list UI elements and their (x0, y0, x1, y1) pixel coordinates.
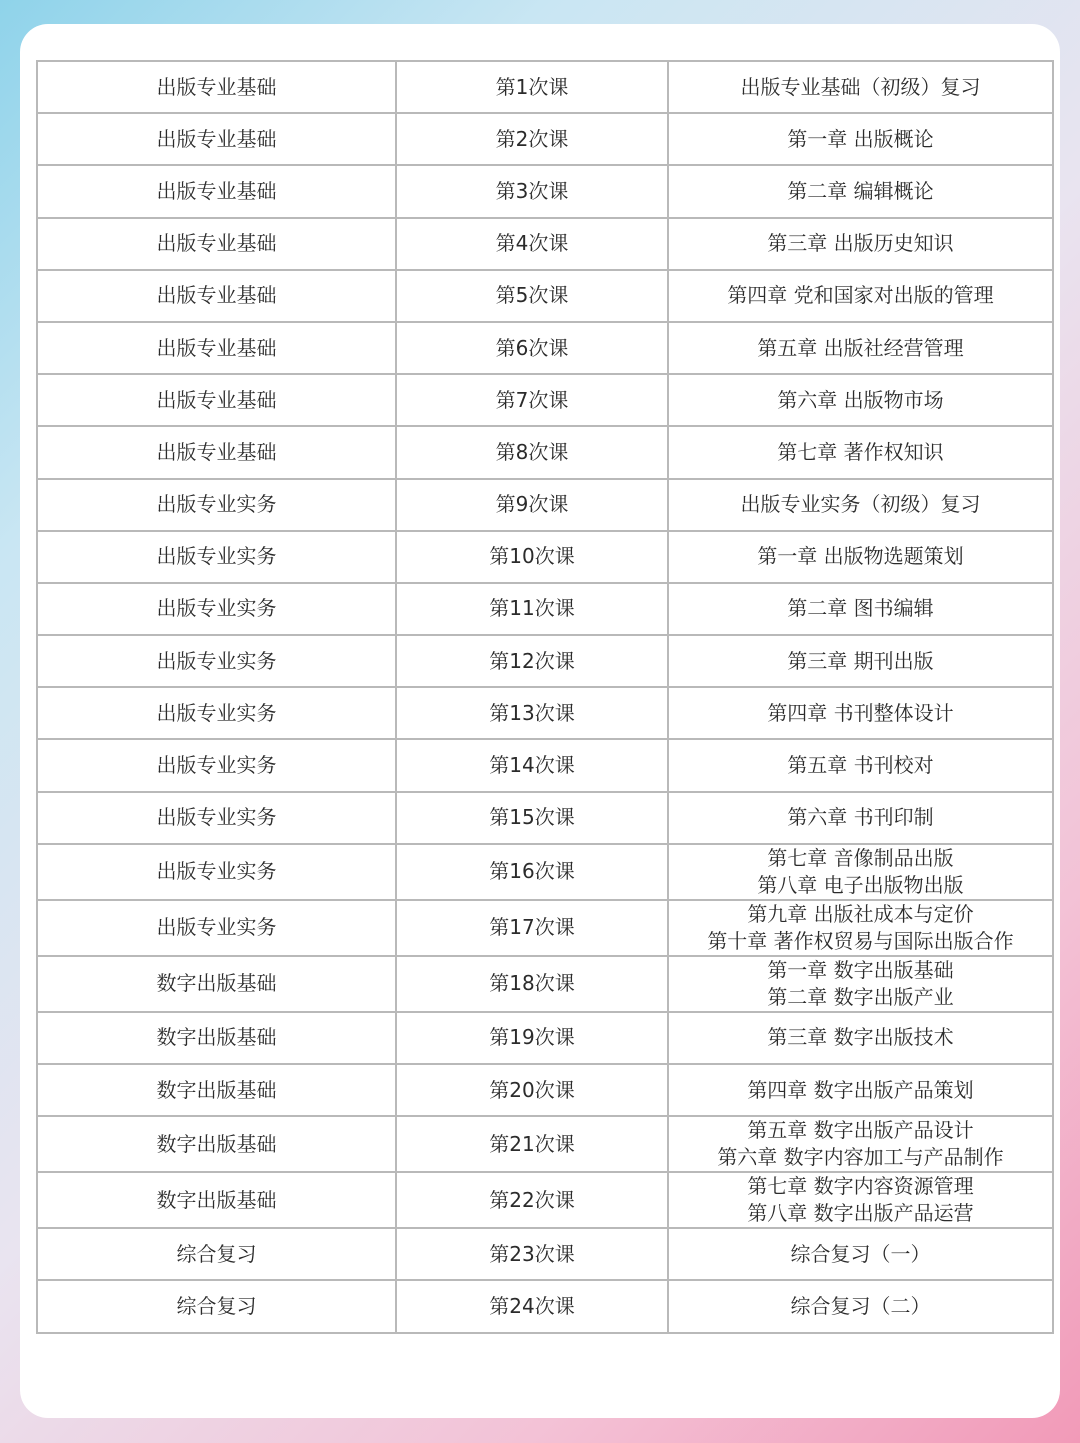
content-cell (668, 1172, 1053, 1228)
lesson-cell: 第10次课 (396, 531, 668, 583)
lesson-cell: 第16次课 (396, 844, 668, 900)
content-cell (668, 374, 1053, 426)
course-schedule-table (36, 60, 1054, 1334)
content-cell (668, 270, 1053, 322)
content-cell (668, 792, 1053, 844)
lesson-cell: 第2次课 (396, 113, 668, 165)
content-cell (668, 61, 1053, 113)
content-line: 第三章 期刊出版 (787, 648, 934, 673)
content-cell (668, 113, 1053, 165)
subject-cell: 出版专业实务 (37, 531, 396, 583)
content-line: 第六章 出版物市场 (777, 387, 944, 412)
lesson-cell: 第12次课 (396, 635, 668, 687)
content-cell (668, 426, 1053, 478)
subject-cell: 出版专业基础 (37, 426, 396, 478)
table-row (37, 739, 1053, 791)
content-line: 第六章 书刊印制 (787, 805, 934, 830)
lesson-cell: 第9次课 (396, 479, 668, 531)
table-row (37, 426, 1053, 478)
lesson-cell: 第13次课 (396, 687, 668, 739)
subject-cell: 出版专业实务 (37, 635, 396, 687)
subject-cell: 出版专业基础 (37, 374, 396, 426)
table-row (37, 792, 1053, 844)
lesson-cell: 第15次课 (396, 792, 668, 844)
lesson-cell: 第1次课 (396, 61, 668, 113)
table-row (37, 165, 1053, 217)
table-row (37, 844, 1053, 900)
content-cell (668, 218, 1053, 270)
content-cell (668, 531, 1053, 583)
content-line: 第一章 数字出版基础 (767, 957, 954, 982)
subject-cell: 出版专业实务 (37, 900, 396, 956)
content-line: 第二章 编辑概论 (787, 178, 934, 203)
table-row (37, 113, 1053, 165)
subject-cell: 数字出版基础 (37, 956, 396, 1012)
content-cell (668, 687, 1053, 739)
subject-cell: 数字出版基础 (37, 1064, 396, 1116)
table-row (37, 1280, 1053, 1332)
content-cell (668, 956, 1053, 1012)
subject-cell: 出版专业实务 (37, 687, 396, 739)
content-line: 第八章 数字出版产品运营 (747, 1201, 974, 1226)
subject-cell: 出版专业实务 (37, 792, 396, 844)
content-card (20, 24, 1060, 1418)
subject-cell: 出版专业实务 (37, 479, 396, 531)
table-row (37, 270, 1053, 322)
content-line: 第二章 图书编辑 (787, 596, 934, 621)
content-cell (668, 635, 1053, 687)
table-row (37, 583, 1053, 635)
content-line: 第一章 出版概论 (787, 126, 934, 151)
table-row (37, 61, 1053, 113)
content-cell (668, 1012, 1053, 1064)
table-row (37, 956, 1053, 1012)
table-row (37, 1172, 1053, 1228)
content-cell (668, 900, 1053, 956)
subject-cell: 出版专业实务 (37, 583, 396, 635)
lesson-cell: 第19次课 (396, 1012, 668, 1064)
subject-cell: 数字出版基础 (37, 1116, 396, 1172)
content-line: 第五章 出版社经营管理 (757, 335, 964, 360)
subject-cell: 综合复习 (37, 1228, 396, 1280)
content-line: 第三章 数字出版技术 (767, 1025, 954, 1050)
lesson-cell: 第24次课 (396, 1280, 668, 1332)
content-line: 出版专业实务（初级）复习 (740, 492, 981, 517)
content-line: 出版专业基础（初级）复习 (740, 74, 981, 99)
lesson-cell: 第7次课 (396, 374, 668, 426)
content-line: 第五章 书刊校对 (787, 753, 934, 778)
lesson-cell: 第4次课 (396, 218, 668, 270)
table-row (37, 687, 1053, 739)
content-line: 综合复习（二） (790, 1293, 931, 1318)
lesson-cell: 第5次课 (396, 270, 668, 322)
content-line: 第三章 出版历史知识 (767, 231, 954, 256)
content-cell (668, 479, 1053, 531)
content-cell (668, 1228, 1053, 1280)
schedule-body (37, 61, 1053, 1333)
subject-cell: 数字出版基础 (37, 1172, 396, 1228)
content-line: 第七章 音像制品出版 (767, 845, 954, 870)
lesson-cell: 第23次课 (396, 1228, 668, 1280)
lesson-cell: 第22次课 (396, 1172, 668, 1228)
table-row (37, 1228, 1053, 1280)
content-line: 第四章 党和国家对出版的管理 (727, 283, 994, 308)
table-row (37, 1064, 1053, 1116)
content-line: 第二章 数字出版产业 (767, 984, 954, 1009)
table-row (37, 374, 1053, 426)
content-line: 第七章 数字内容资源管理 (747, 1174, 974, 1199)
subject-cell: 出版专业基础 (37, 113, 396, 165)
table-row (37, 900, 1053, 956)
content-line: 第四章 数字出版产品策划 (747, 1077, 974, 1102)
content-cell (668, 322, 1053, 374)
subject-cell: 出版专业基础 (37, 165, 396, 217)
table-row (37, 218, 1053, 270)
lesson-cell: 第17次课 (396, 900, 668, 956)
content-line: 第七章 著作权知识 (777, 439, 944, 464)
content-cell (668, 739, 1053, 791)
content-cell (668, 1116, 1053, 1172)
content-cell (668, 1280, 1053, 1332)
lesson-cell: 第14次课 (396, 739, 668, 791)
subject-cell: 综合复习 (37, 1280, 396, 1332)
subject-cell: 出版专业实务 (37, 844, 396, 900)
subject-cell: 出版专业实务 (37, 739, 396, 791)
table-row (37, 531, 1053, 583)
content-cell (668, 583, 1053, 635)
content-line: 第六章 数字内容加工与产品制作 (717, 1145, 1004, 1170)
table-row (37, 1116, 1053, 1172)
subject-cell: 出版专业基础 (37, 270, 396, 322)
subject-cell: 出版专业基础 (37, 322, 396, 374)
content-line: 第四章 书刊整体设计 (767, 700, 954, 725)
content-line: 综合复习（一） (790, 1241, 931, 1266)
lesson-cell: 第11次课 (396, 583, 668, 635)
table-row (37, 322, 1053, 374)
subject-cell: 数字出版基础 (37, 1012, 396, 1064)
table-row (37, 479, 1053, 531)
content-line: 第八章 电子出版物出版 (757, 872, 964, 897)
subject-cell: 出版专业基础 (37, 218, 396, 270)
table-row (37, 1012, 1053, 1064)
lesson-cell: 第3次课 (396, 165, 668, 217)
content-cell (668, 165, 1053, 217)
subject-cell: 出版专业基础 (37, 61, 396, 113)
lesson-cell: 第8次课 (396, 426, 668, 478)
lesson-cell: 第6次课 (396, 322, 668, 374)
lesson-cell: 第21次课 (396, 1116, 668, 1172)
lesson-cell: 第20次课 (396, 1064, 668, 1116)
content-line: 第十章 著作权贸易与国际出版合作 (707, 928, 1014, 953)
lesson-cell: 第18次课 (396, 956, 668, 1012)
content-line: 第五章 数字出版产品设计 (747, 1118, 974, 1143)
content-cell (668, 844, 1053, 900)
content-cell (668, 1064, 1053, 1116)
table-row (37, 635, 1053, 687)
content-line: 第九章 出版社成本与定价 (747, 901, 974, 926)
content-line: 第一章 出版物选题策划 (757, 544, 964, 569)
